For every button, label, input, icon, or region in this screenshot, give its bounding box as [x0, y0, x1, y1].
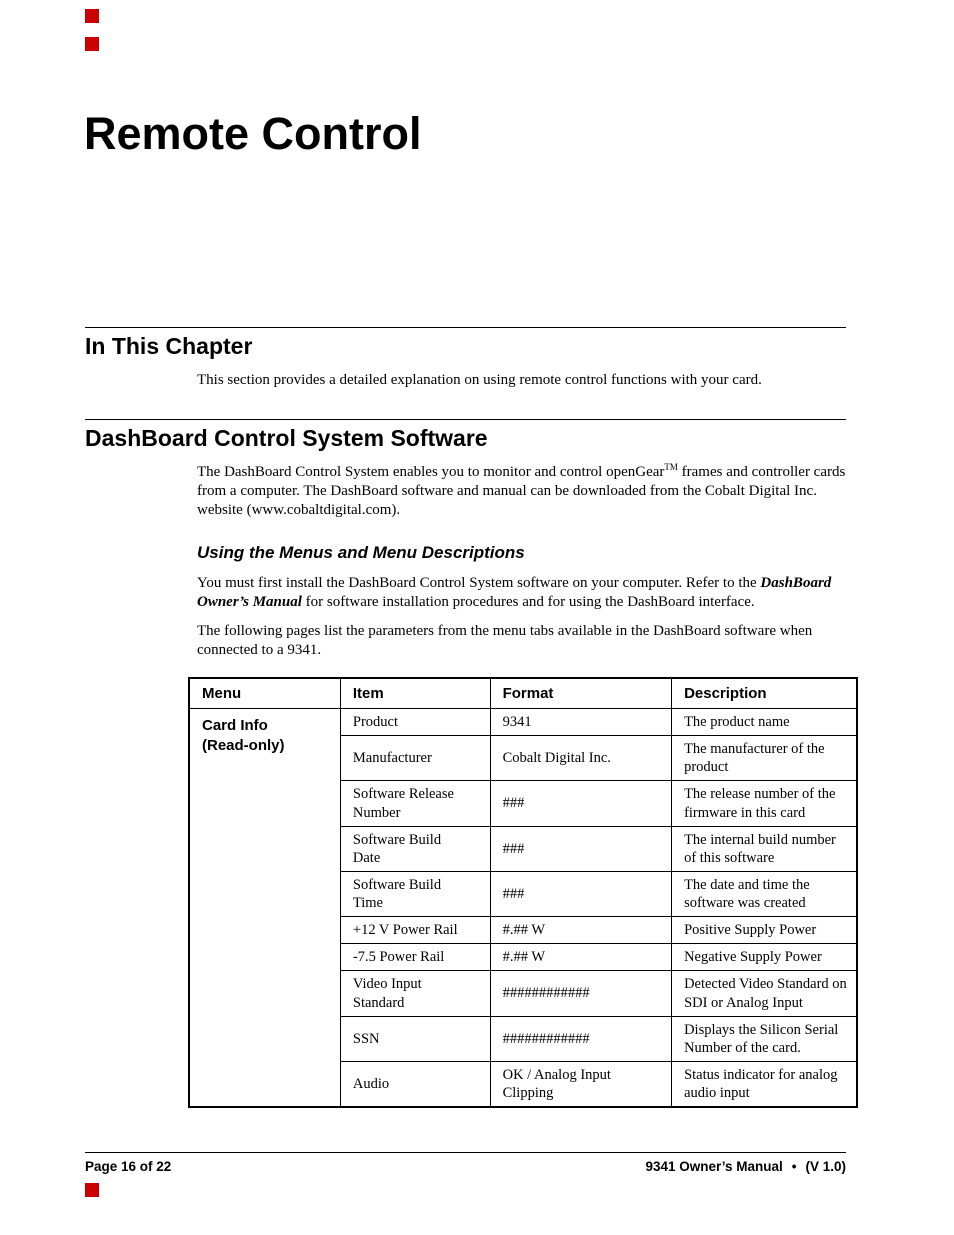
- dashboard-intro-text: The DashBoard Control System enables you to monitor and control openGear: [197, 464, 665, 480]
- footer-rule: [85, 1152, 846, 1153]
- corner-mark-top-2: [85, 37, 99, 51]
- description-cell: Negative Supply Power: [672, 944, 857, 971]
- table-row: [189, 709, 857, 736]
- dashboard-intro-paragraph: [197, 463, 849, 520]
- item-cell: Software Release Number: [340, 781, 490, 826]
- item-cell: -7.5 Power Rail: [340, 944, 490, 971]
- item-cell: Product: [340, 709, 490, 736]
- format-cell: ###: [490, 781, 671, 826]
- corner-mark-bottom: [85, 1183, 99, 1197]
- footer-manual-title: [645, 1159, 846, 1174]
- format-cell: ###: [490, 826, 671, 871]
- dashboard-intro-text-continued: frames and controller cards from a computer. The DashBoard software and manual can be downloaded from the Cobalt Digital Inc. website (www.cobaltdigital.com).: [197, 464, 846, 518]
- col-header-menu: Menu: [189, 678, 340, 709]
- description-cell: Displays the Silicon Serial Number of the card.: [672, 1016, 857, 1061]
- format-cell: ###: [490, 871, 671, 916]
- menu-parameters-table: [188, 677, 858, 1108]
- footer-row: [85, 1159, 846, 1174]
- description-cell: The product name: [672, 709, 857, 736]
- description-cell: The date and time the software was created: [672, 871, 857, 916]
- install-text-continued: for software installation procedures and for using the DashBoard interface.: [301, 593, 755, 610]
- dashboard-section-rule: [85, 419, 846, 420]
- description-cell: The release number of the firmware in this card: [672, 781, 857, 826]
- description-cell: The internal build number of this software: [672, 826, 857, 871]
- col-header-description: Description: [672, 678, 857, 709]
- install-text: You must first install the DashBoard Control System software on your computer. Refer to the: [197, 574, 761, 591]
- install-paragraph: [197, 574, 849, 612]
- col-header-item: Item: [340, 678, 490, 709]
- description-cell: The manufacturer of the product: [672, 736, 857, 781]
- format-cell: ############: [490, 971, 671, 1016]
- format-cell: ############: [490, 1016, 671, 1061]
- footer-manual-version: (V 1.0): [805, 1159, 846, 1174]
- description-cell: Positive Supply Power: [672, 917, 857, 944]
- page-footer: [85, 1152, 846, 1174]
- format-cell: #.## W: [490, 944, 671, 971]
- page-title: Remote Control: [84, 108, 422, 159]
- menu-group-line-1: Card Info: [202, 717, 268, 734]
- format-cell: Cobalt Digital Inc.: [490, 736, 671, 781]
- description-cell: Detected Video Standard on SDI or Analog Input: [672, 971, 857, 1016]
- footer-bullet-separator: •: [791, 1159, 797, 1174]
- item-cell: Audio: [340, 1061, 490, 1107]
- dashboard-heading: DashBoard Control System Software: [85, 425, 488, 451]
- col-header-format: Format: [490, 678, 671, 709]
- item-cell: Software Build Time: [340, 871, 490, 916]
- item-cell: SSN: [340, 1016, 490, 1061]
- menus-subheading: Using the Menus and Menu Descriptions: [197, 542, 525, 562]
- item-cell: Video Input Standard: [340, 971, 490, 1016]
- table-header-row: [189, 678, 857, 709]
- corner-mark-top-1: [85, 9, 99, 23]
- manual-title-emphasis: DashBoard Owner’s Manual: [197, 574, 832, 610]
- item-cell: Software Build Date: [340, 826, 490, 871]
- format-cell: #.## W: [490, 917, 671, 944]
- chapter-heading: In This Chapter: [85, 333, 253, 359]
- following-pages-paragraph: The following pages list the parameters from the menu tabs available in the DashBoard software when connected to a 9341.: [197, 623, 813, 659]
- item-cell: +12 V Power Rail: [340, 917, 490, 944]
- trademark-superscript: TM: [664, 462, 678, 472]
- chapter-intro-text: This section provides a detailed explanation on using remote control functions with your card.: [197, 372, 762, 388]
- chapter-section-rule: [85, 327, 846, 328]
- format-cell: OK / Analog Input Clipping: [490, 1061, 671, 1107]
- menu-group-line-2: (Read-only): [202, 736, 285, 754]
- footer-manual-name: 9341 Owner’s Manual: [645, 1159, 783, 1174]
- section-in-this-chapter: [85, 327, 846, 390]
- menu-group-cell: [189, 709, 340, 1108]
- footer-page-number: Page 16 of 22: [85, 1159, 172, 1174]
- section-dashboard-software: [85, 419, 846, 660]
- format-cell: 9341: [490, 709, 671, 736]
- description-cell: Status indicator for analog audio input: [672, 1061, 857, 1107]
- item-cell: Manufacturer: [340, 736, 490, 781]
